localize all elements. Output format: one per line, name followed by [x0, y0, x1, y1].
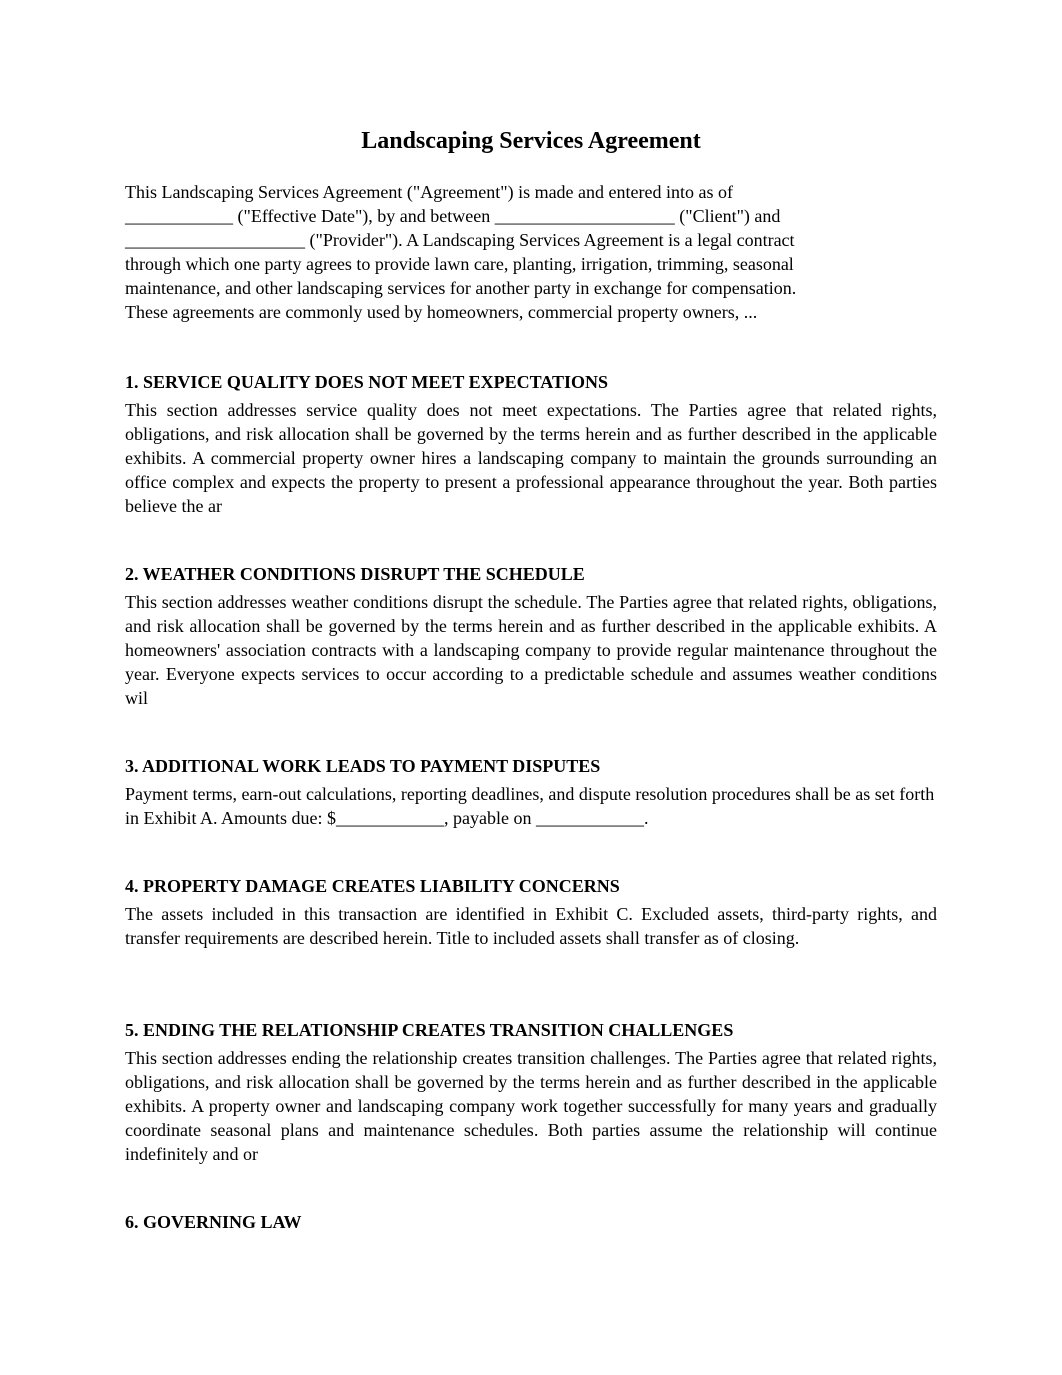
section-3: [125, 754, 937, 830]
intro-line: This Landscaping Services Agreement ("Agreement") is made and entered into as of: [125, 182, 733, 202]
section-5: [125, 1018, 937, 1166]
section-body: The assets included in this transaction are identified in Exhibit C. Excluded assets, third-party rights, and transfer requirements are described herein. Title to included assets shall transfer as of closing.: [125, 904, 937, 948]
section-heading: 1. SERVICE QUALITY DOES NOT MEET EXPECTATIONS: [125, 372, 608, 392]
section-body: Payment terms, earn-out calculations, reporting deadlines, and dispute resolution procedures shall be as set forth in Exhibit A. Amounts due: $____________, payable on ____________.: [125, 784, 935, 828]
section-body: This section addresses ending the relationship creates transition challenges. The Parties agree that related rights, obligations, and risk allocation shall be governed by the terms herein and as further described in the applicable exhibits. A property owner and landscaping company work together successfully for many years and gradually coordinate seasonal plans and maintenance schedules. Both parties assume the relationship will continue indefinitely and or: [125, 1048, 937, 1164]
intro-paragraph: [125, 180, 937, 324]
intro-line: ____________________ ("Provider"). A Landscaping Services Agreement is a legal contract: [125, 230, 795, 250]
intro-line: ____________ ("Effective Date"), by and between ____________________ ("Client") and: [125, 206, 781, 226]
section-heading: 2. WEATHER CONDITIONS DISRUPT THE SCHEDULE: [125, 564, 585, 584]
section-body: This section addresses service quality does not meet expectations. The Parties agree that related rights, obligations, and risk allocation shall be governed by the terms herein and as further described in the applicable exhibits. A commercial property owner hires a landscaping company to maintain the grounds surrounding an office complex and expects the property to present a professional appearance throughout the year. Both parties believe the ar: [125, 400, 937, 516]
section-heading: 5. ENDING THE RELATIONSHIP CREATES TRANSITION CHALLENGES: [125, 1020, 734, 1040]
intro-line: These agreements are commonly used by homeowners, commercial property owners, ...: [125, 302, 758, 322]
section-body: This section addresses weather conditions disrupt the schedule. The Parties agree that related rights, obligations, and risk allocation shall be governed by the terms herein and as further described in the applicable exhibits. A homeowners' association contracts with a landscaping company to provide regular maintenance throughout the year. Everyone expects services to occur according to a predictable schedule and assumes weather conditions wil: [125, 592, 937, 708]
section-heading: 4. PROPERTY DAMAGE CREATES LIABILITY CONCERNS: [125, 876, 620, 896]
document-title: Landscaping Services Agreement: [361, 128, 701, 154]
section-2: [125, 562, 937, 710]
intro-line: maintenance, and other landscaping services for another party in exchange for compensation.: [125, 278, 797, 298]
section-heading: 3. ADDITIONAL WORK LEADS TO PAYMENT DISPUTES: [125, 756, 601, 776]
section-4: [125, 874, 937, 950]
section-heading: 6. GOVERNING LAW: [125, 1212, 302, 1232]
section-6: [125, 1210, 937, 1234]
intro-line: through which one party agrees to provide lawn care, planting, irrigation, trimming, seasonal: [125, 254, 794, 274]
section-1: [125, 370, 937, 518]
